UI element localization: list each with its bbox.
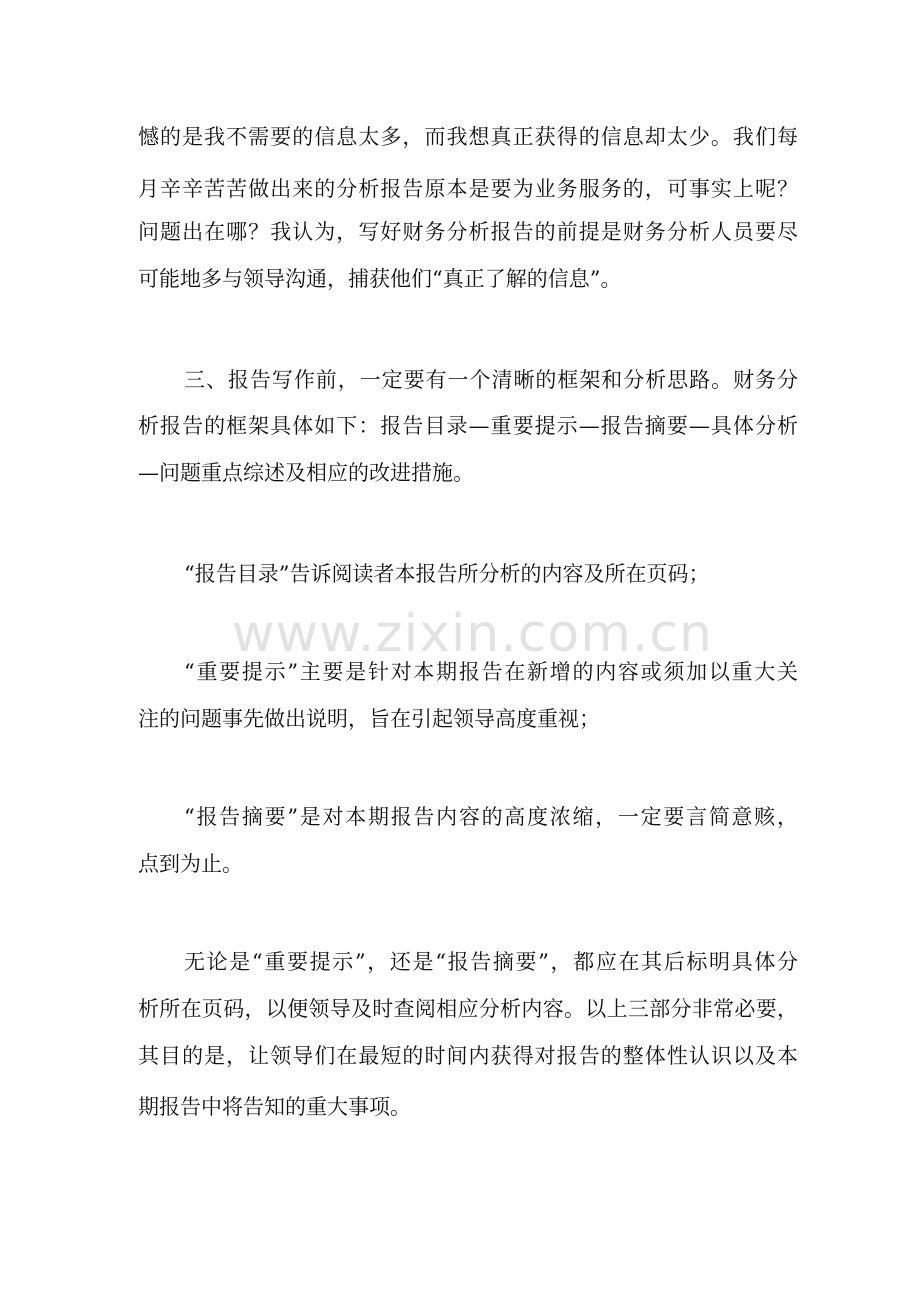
paragraph-4-line-2: 注的问题事先做出说明，旨在引起领导高度重视； [138,707,600,731]
paragraph-3-line-1: “报告目录”告诉阅读者本报告所分析的内容及所在页码； [184,562,710,586]
paragraph-6-line-1: 无论是“重要提示”，还是“报告摘要”，都应在其后标明具体分 [184,950,798,974]
paragraph-6-line-4: 期报告中将告知的重大事项。 [138,1095,411,1119]
paragraph-1-line-4: 可能地多与领导沟通，捕获他们“真正了解的信息”。 [138,267,622,291]
paragraph-1-line-2: 月辛辛苦苦做出来的分析报告原本是要为业务服务的，可事实上呢？ [138,177,798,201]
paragraph-6-line-2: 析所在页码，以便领导及时查阅相应分析内容。以上三部分非常必要， [138,997,798,1021]
paragraph-2-line-1: 三、报告写作前，一定要有一个清晰的框架和分析思路。财务分 [184,368,798,392]
paragraph-5-line-1: “报告摘要”是对本期报告内容的高度浓缩，一定要言简意赅， [184,805,798,829]
watermark: www.zixin.com.cn [232,604,713,664]
paragraph-1-line-3: 问题出在哪？我认为，写好财务分析报告的前提是财务分析人员要尽 [138,220,798,244]
paragraph-2-line-2: 析报告的框架具体如下：报告目录—重要提示—报告摘要—具体分析 [138,414,798,438]
paragraph-4-line-1: “重要提示”主要是针对本期报告在新增的内容或须加以重大关 [184,660,798,684]
paragraph-6-line-3: 其目的是，让领导们在最短的时间内获得对报告的整体性认识以及本 [138,1044,798,1068]
paragraph-5-line-2: 点到为止。 [138,852,243,876]
paragraph-2-line-3: —问题重点综述及相应的改进措施。 [138,461,474,485]
paragraph-1-line-1: 憾的是我不需要的信息太多，而我想真正获得的信息却太少。我们每 [138,125,798,149]
